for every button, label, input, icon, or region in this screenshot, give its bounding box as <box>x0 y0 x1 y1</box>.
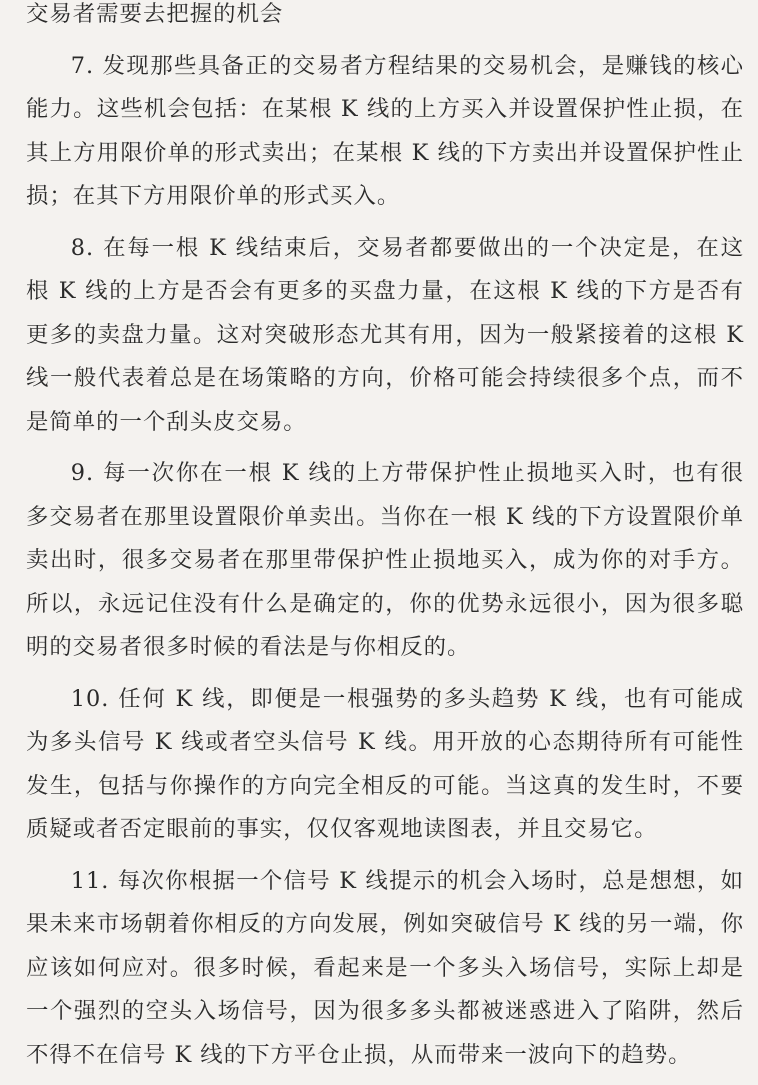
paragraph-10: 10. 任何 K 线，即便是一根强势的多头趋势 K 线，也有可能成为多头信号 K 线或者空头信号 K 线。用开放的心态期待所有可能性发生，包括与你操作的方向完全相反的可能。当这真的发生时，不要质疑或者否定眼前的事实，仅仅客观地读图表，并且交易它。 <box>26 685 744 842</box>
paragraph-8: 8. 在每一根 K 线结束后，交易者都要做出的一个决定是，在这根 K 线的上方是否会有更多的买盘力量，在这根 K 线的下方是否有更多的卖盘力量。这对突破形态尤其有用，因为一般紧接着的这根 K 线一般代表着总是在场策略的方向，价格可能会持续很多个点，而不是简单的一个刮头皮交易。 <box>26 234 744 435</box>
paragraph-continuation: 交易者需要去把握的机会 <box>26 1 284 27</box>
paragraph-7: 7. 发现那些具备正的交易者方程结果的交易机会，是赚钱的核心能力。这些机会包括：在某根 K 线的上方买入并设置保护性止损，在其上方用限价单的形式卖出；在某根 K 线的下方卖出并设置保护性止损；在其下方用限价单的形式买入。 <box>26 52 744 209</box>
paragraph-11: 11. 每次你根据一个信号 K 线提示的机会入场时，总是想想，如果未来市场朝着你相反的方向发展，例如突破信号 K 线的另一端，你应该如何应对。很多时候，看起来是一个多头入场信号，实际上却是一个强烈的空头入场信号，因为很多多头都被迷惑进入了陷阱，然后不得不在信号 K 线的下方平仓止损，从而带来一波向下的趋势。 <box>26 867 744 1068</box>
paragraph-9: 9. 每一次你在一根 K 线的上方带保护性止损地买入时，也有很多交易者在那里设置限价单卖出。当你在一根 K 线的下方设置限价单卖出时，很多交易者在那里带保护性止损地买入，成为你的对手方。所以，永远记住没有什么是确定的，你的优势永远很小，因为很多聪明的交易者很多时候的看法是与你相反的。 <box>26 460 744 660</box>
